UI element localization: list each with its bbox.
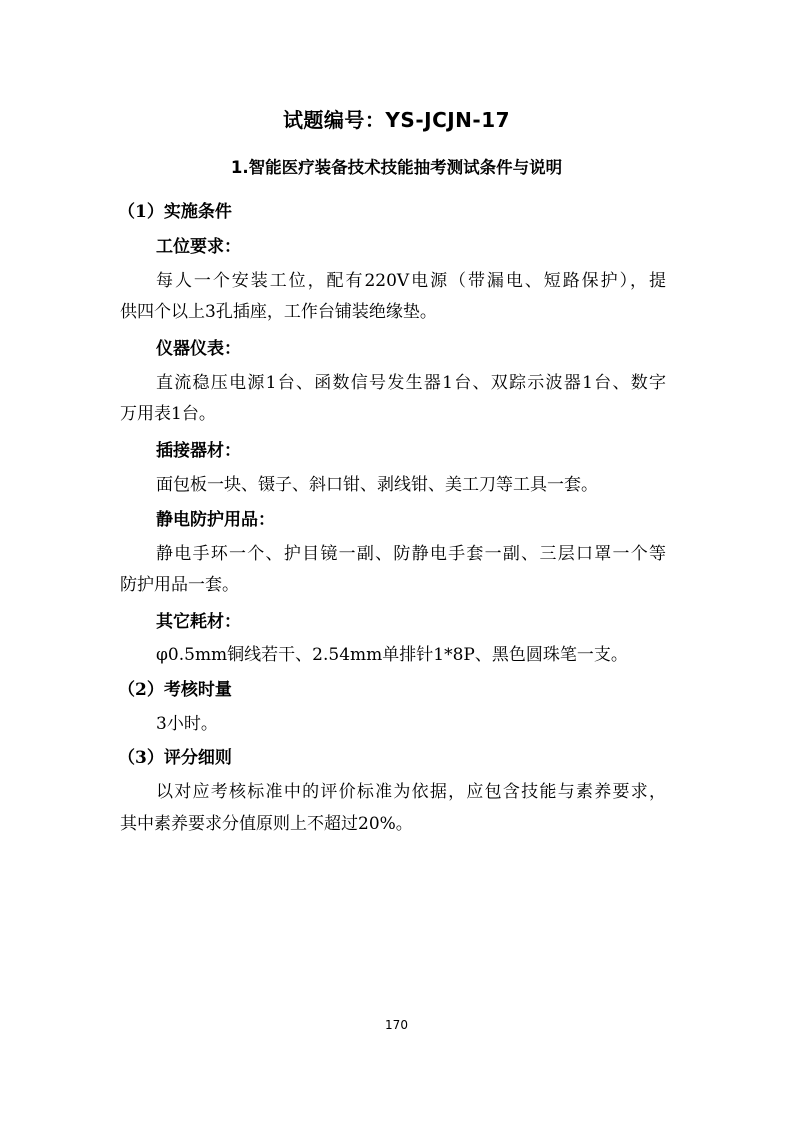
- plugin-materials-label: 插接器材：: [156, 441, 241, 461]
- other-consumables-text-line-1: φ0.5mm铜线若干、2.54mm单排针1*8P、黑色圆珠笔一支。: [156, 645, 628, 665]
- workstation-text-line-2: 供四个以上3孔插座，工作台铺装绝缘垫。: [120, 302, 437, 322]
- workstation-label: 工位要求：: [156, 237, 241, 257]
- other-consumables-label: 其它耗材：: [156, 612, 241, 632]
- instruments-text-line-2: 万用表1台。: [120, 404, 216, 424]
- instruments-label: 仪器仪表：: [156, 339, 241, 359]
- esd-supplies-text-line-2: 防护用品一套。: [120, 575, 239, 595]
- plugin-materials-text-line-1: 面包板一块、镊子、斜口钳、剥线钳、美工刀等工具一套。: [156, 475, 598, 495]
- esd-supplies-text-line-1: 静电手环一个、护目镜一副、防静电手套一副、三层口罩一个等: [156, 544, 666, 564]
- page-title: 试题编号：YS-JCJN-17: [282, 108, 511, 132]
- section-3-heading: （3）评分细则: [118, 748, 232, 768]
- instruments-text-line-1: 直流稳压电源1台、函数信号发生器1台、双踪示波器1台、数字: [156, 373, 666, 393]
- workstation-text-line-1: 每人一个安装工位，配有220V电源（带漏电、短路保护），提: [156, 271, 666, 291]
- page-number: 170: [385, 1018, 408, 1032]
- scoring-text-line-1: 以对应考核标准中的评价标准为依据，应包含技能与素养要求，: [156, 782, 666, 802]
- exam-duration-text: 3小时。: [156, 714, 218, 734]
- page-subtitle: 1.智能医疗装备技术技能抽考测试条件与说明: [230, 158, 563, 177]
- section-2-heading: （2）考核时量: [118, 680, 232, 700]
- scoring-text-line-2: 其中素养要求分值原则上不超过20%。: [120, 814, 413, 834]
- section-1-heading: （1）实施条件: [118, 202, 232, 222]
- esd-supplies-label: 静电防护用品：: [156, 510, 275, 530]
